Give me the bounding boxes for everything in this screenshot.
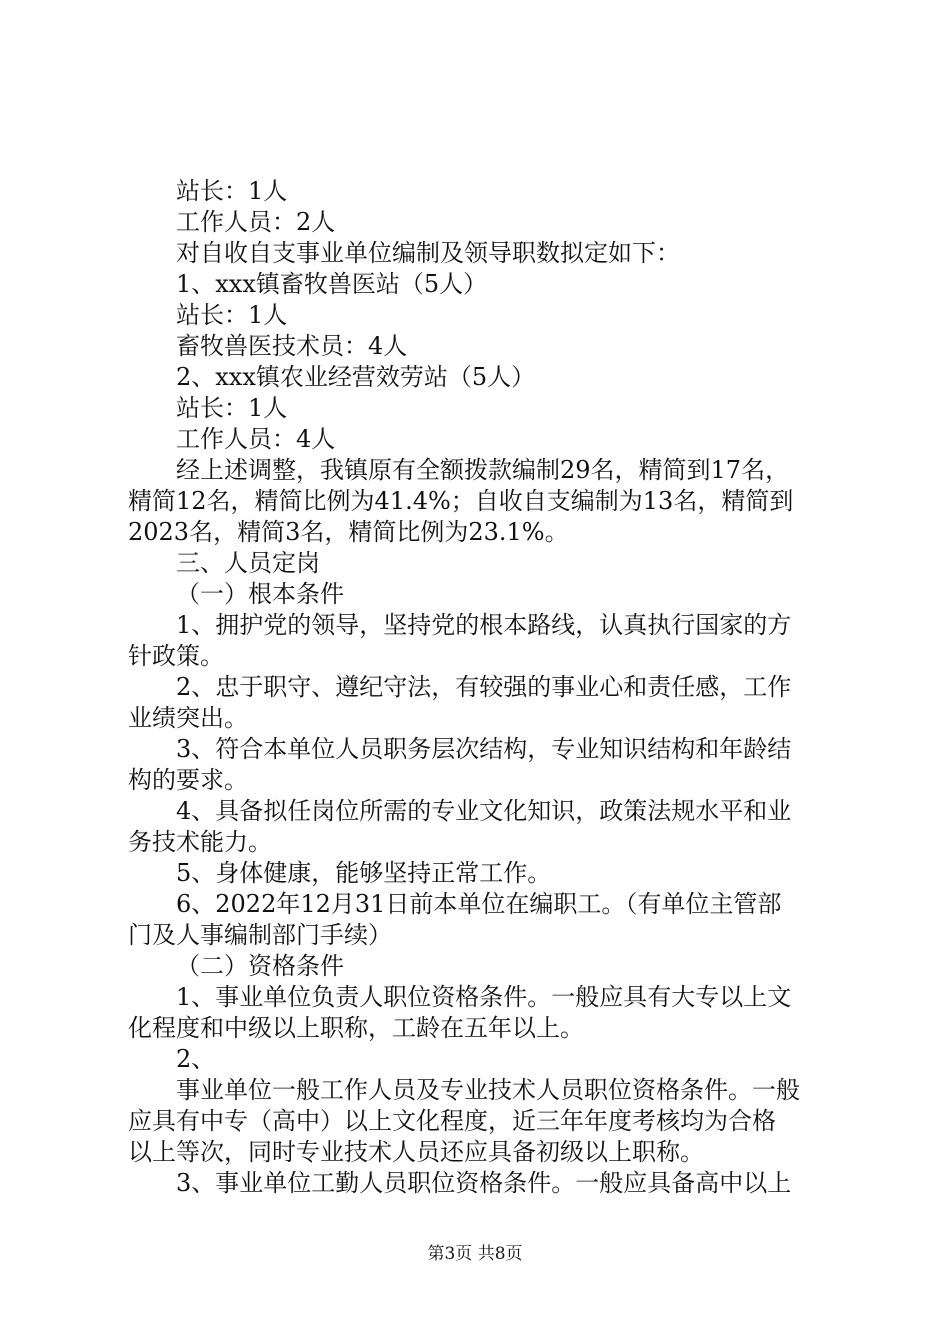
text-line: 3、符合本单位人员职务层次结构，专业知识结构和年龄结	[176, 735, 792, 763]
text-line: 构的要求。	[128, 766, 248, 794]
text-line: 工作人员：4人	[176, 425, 336, 453]
text-line: 站长：1人	[176, 301, 288, 329]
text-line: 2023名，精简3名，精简比例为23.1%。	[128, 518, 569, 546]
text-line: 1、拥护党的领导，坚持党的根本路线，认真执行国家的方	[176, 611, 792, 639]
text-line: 精简12名，精简比例为41.4%；自收自支编制为13名，精简到	[128, 487, 794, 515]
text-line: 畜牧兽医技术员：4人	[176, 332, 408, 360]
text-line: 1、事业单位负责人职位资格条件。一般应具有大专以上文	[176, 983, 792, 1011]
text-line: 事业单位一般工作人员及专业技术人员职位资格条件。一般	[176, 1076, 800, 1104]
text-line: 业绩突出。	[128, 704, 248, 732]
text-line: 三、人员定岗	[176, 549, 320, 577]
text-line: 4、具备拟任岗位所需的专业文化知识，政策法规水平和业	[176, 797, 792, 825]
text-line: 2、	[176, 1045, 216, 1073]
text-line: 应具有中专（高中）以上文化程度，近三年年度考核均为合格	[128, 1107, 776, 1135]
text-line: 务技术能力。	[128, 828, 272, 856]
text-line: 5、身体健康，能够坚持正常工作。	[176, 859, 552, 887]
text-line: 6、2022年12月31日前本单位在编职工。（有单位主管部	[176, 890, 782, 918]
text-line: （二）资格条件	[176, 952, 344, 980]
text-line: 工作人员：2人	[176, 208, 336, 236]
text-line: 门及人事编制部门手续）	[128, 921, 392, 949]
text-line: 以上等次，同时专业技术人员还应具备初级以上职称。	[128, 1138, 704, 1166]
text-line: 站长：1人	[176, 177, 288, 205]
text-line: 2、xxx镇农业经营效劳站（5人）	[176, 363, 536, 391]
text-line: 经上述调整，我镇原有全额拨款编制29名，精简到17名，	[176, 456, 790, 484]
text-line: （一）根本条件	[176, 580, 344, 608]
document-body	[128, 176, 832, 1199]
page-footer: 第3页 共8页	[427, 1244, 523, 1264]
text-line: 3、事业单位工勤人员职位资格条件。一般应具备高中以上	[176, 1169, 792, 1197]
text-line: 对自收自支事业单位编制及领导职数拟定如下：	[176, 239, 680, 267]
text-line: 2、忠于职守、遵纪守法，有较强的事业心和责任感，工作	[176, 673, 792, 701]
text-line: 1、xxx镇畜牧兽医站（5人）	[176, 270, 488, 298]
text-line: 站长：1人	[176, 394, 288, 422]
text-line: 针政策。	[128, 642, 224, 670]
text-line: 化程度和中级以上职称，工龄在五年以上。	[128, 1014, 584, 1042]
